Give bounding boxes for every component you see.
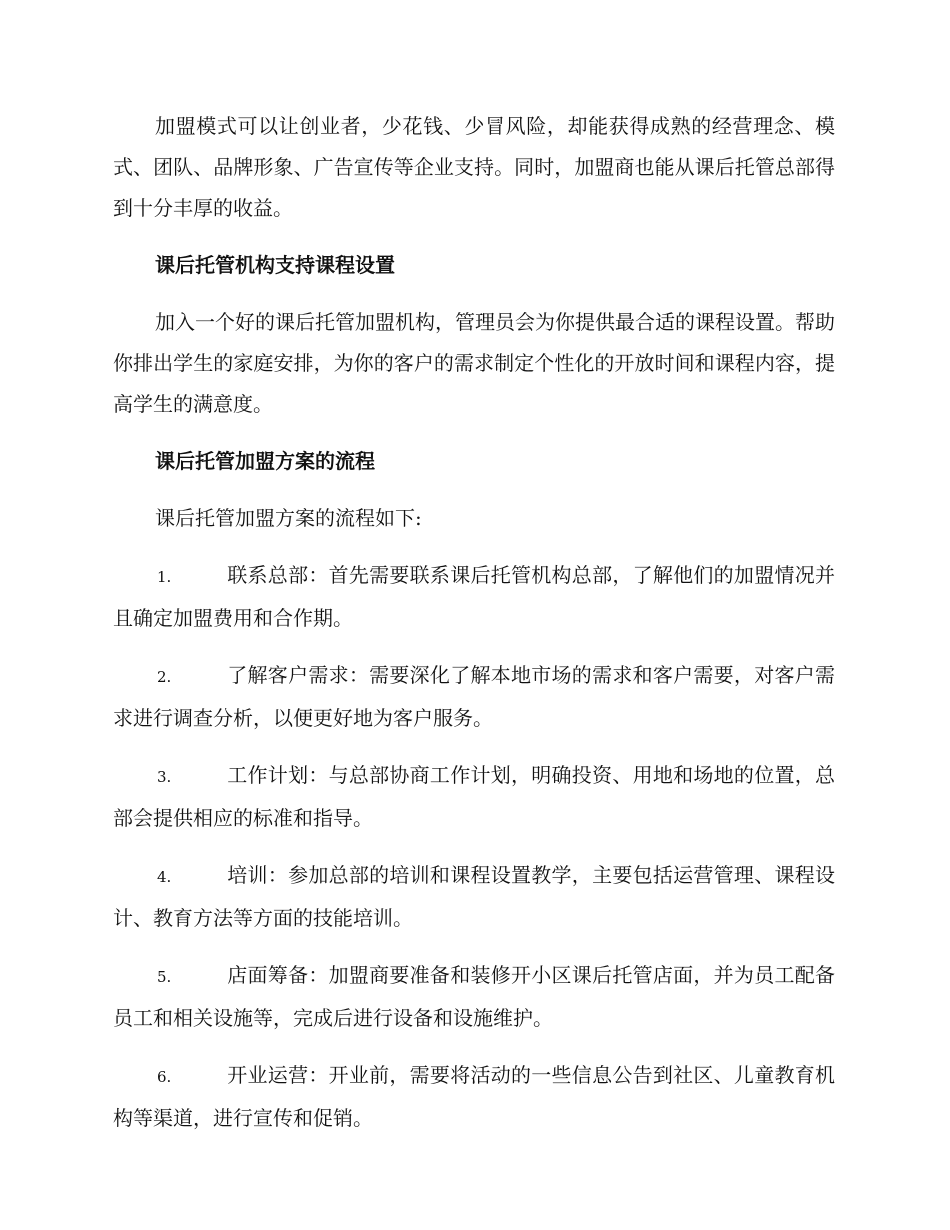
list-item: [113, 855, 835, 939]
list-text: 开业运营：开业前，需要将活动的一些信息公告到社区、儿童教育机构等渠道，进行宣传和促销。: [113, 1063, 835, 1130]
list-text: 联系总部：首先需要联系课后托管机构总部，了解他们的加盟情况并且确定加盟费用和合作期。: [113, 563, 835, 630]
list-number: 4.: [157, 868, 172, 886]
list-item: [113, 655, 835, 739]
list-text: 培训：参加总部的培训和课程设置教学，主要包括运营管理、课程设计、教育方法等方面的技能培训。: [113, 863, 835, 930]
list-text: 店面筹备：加盟商要准备和装修开小区课后托管店面，并为员工配备员工和相关设施等，完成后进行设备和设施维护。: [113, 963, 835, 1030]
section-heading-course: 课后托管机构支持课程设置: [155, 253, 395, 277]
list-text: 了解客户需求：需要深化了解本地市场的需求和客户需要，对客户需求进行调查分析，以便更好地为客户服务。: [113, 663, 835, 730]
list-item: [113, 555, 835, 639]
list-number: 5.: [157, 968, 172, 986]
list-item: [113, 755, 835, 839]
document-page: [113, 106, 835, 1155]
list-number: 1.: [157, 568, 172, 586]
list-text: 工作计划：与总部协商工作计划，明确投资、用地和场地的位置，总部会提供相应的标准和指导。: [113, 763, 835, 830]
list-number: 3.: [157, 768, 172, 786]
course-paragraph: 加入一个好的课后托管加盟机构，管理员会为你提供最合适的课程设置。帮助你排出学生的家庭安排，为你的客户的需求制定个性化的开放时间和课程内容，提高学生的满意度。: [113, 310, 835, 416]
list-number: 2.: [157, 668, 172, 686]
process-intro-paragraph: 课后托管加盟方案的流程如下:: [155, 506, 422, 530]
list-number: 6.: [157, 1068, 172, 1086]
section-heading-process: 课后托管加盟方案的流程: [155, 449, 375, 473]
list-item: [113, 955, 835, 1039]
list-item: [113, 1055, 835, 1139]
intro-paragraph: 加盟模式可以让创业者，少花钱、少冒风险，却能获得成熟的经营理念、模式、团队、品牌形象、广告宣传等企业支持。同时，加盟商也能从课后托管总部得到十分丰厚的收益。: [113, 114, 835, 220]
